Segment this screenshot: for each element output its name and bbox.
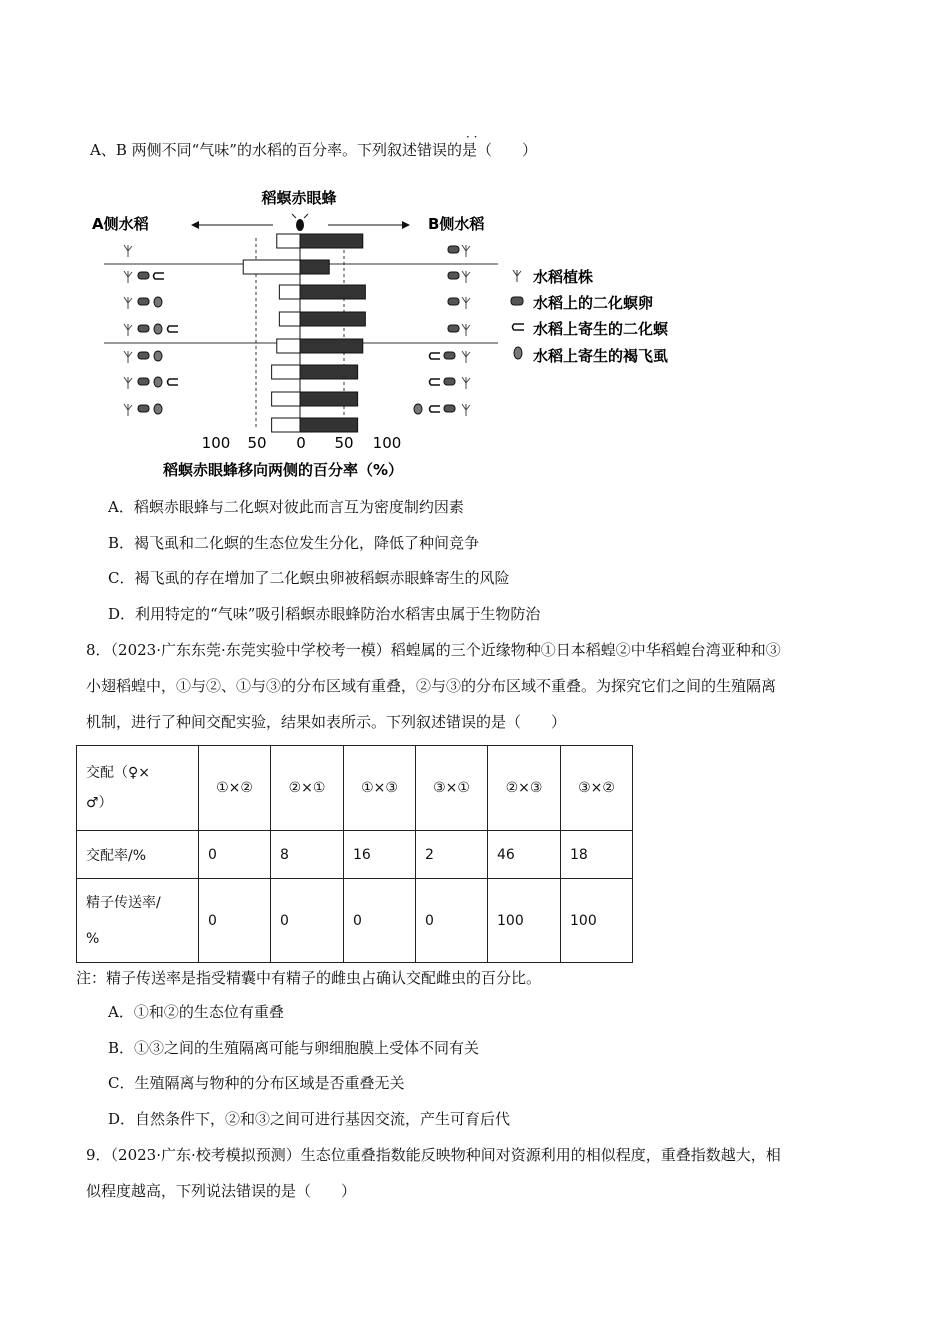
rice-plant-icon bbox=[462, 404, 470, 416]
bar-a-side bbox=[272, 392, 300, 406]
legend-label-larva: 水稻上寄生的二化螟 bbox=[533, 320, 669, 338]
bar-a-side bbox=[279, 312, 300, 326]
figure-right-label: B侧水稻 bbox=[428, 215, 485, 233]
borer-larva-icon bbox=[430, 353, 441, 359]
planthopper-icon bbox=[154, 404, 162, 414]
legend-label-rice: 水稻植株 bbox=[533, 268, 594, 286]
q7-stem-tail: A、B 两侧不同“气味”的水稻的百分率。下列叙述错误的是（ ） bbox=[90, 141, 537, 159]
left-arrow bbox=[191, 221, 273, 229]
sperm-cell: 100 bbox=[488, 879, 561, 963]
bar-a-side bbox=[277, 339, 300, 353]
bar-a-side bbox=[243, 260, 300, 274]
emphasis-dots: · · bbox=[466, 130, 478, 144]
borer-larva-icon bbox=[430, 379, 441, 385]
sperm-label-line-2: % bbox=[86, 930, 100, 947]
mating-table bbox=[76, 745, 633, 963]
table-pair: ①×② bbox=[199, 746, 271, 831]
rate-cell: 46 bbox=[488, 831, 561, 879]
borer-egg-icon bbox=[444, 405, 455, 412]
sperm-cell: 0 bbox=[344, 879, 416, 963]
rate-label: 交配率/% bbox=[77, 831, 199, 879]
rice-plant-icon bbox=[462, 271, 470, 283]
sperm-cell: 100 bbox=[561, 879, 633, 963]
rice-plant-icon bbox=[124, 324, 132, 336]
sperm-cell: 0 bbox=[271, 879, 344, 963]
figure bbox=[88, 180, 708, 485]
sperm-cell: 0 bbox=[416, 879, 488, 963]
planthopper-icon bbox=[414, 404, 422, 414]
tick-100-left: 100 bbox=[201, 434, 231, 452]
table-pair: ③×② bbox=[561, 746, 633, 831]
table-pair: ②×① bbox=[271, 746, 344, 831]
q7-option-d: D．利用特定的“气味”吸引稻螟赤眼蜂防治水稻害虫属于生物防治 bbox=[108, 605, 541, 623]
borer-egg-icon bbox=[511, 297, 523, 305]
q8-stem-line-1: 8．（2023·广东东莞·东莞实验中学校考一模）稻蝗属的三个近缘物种①日本稻蝗②中华稻蝗台湾亚种和③ bbox=[86, 641, 781, 659]
table-pair: ①×③ bbox=[344, 746, 416, 831]
q8-option-d: D．自然条件下，②和③之间可进行基因交流，产生可育后代 bbox=[108, 1110, 511, 1128]
bar-a-side bbox=[272, 365, 300, 379]
bar-b-side bbox=[300, 392, 358, 406]
planthopper-icon bbox=[154, 324, 162, 334]
borer-larva-icon bbox=[430, 406, 441, 412]
borer-larva-icon bbox=[154, 273, 165, 279]
borer-egg-icon bbox=[138, 325, 149, 332]
borer-egg-icon bbox=[138, 272, 149, 279]
table-pair: ②×③ bbox=[488, 746, 561, 831]
rice-plant-icon bbox=[124, 271, 132, 283]
q7-option-c: C．褐飞虱的存在增加了二化螟虫卵被稻螟赤眼蜂寄生的风险 bbox=[108, 569, 510, 587]
q8-stem-line-2: 小翅稻蝗中，①与②、①与③的分布区域有重叠，②与③的分布区域不重叠。为探究它们之间的生殖隔离 bbox=[86, 677, 777, 695]
bar-a-side bbox=[279, 285, 300, 299]
legend bbox=[511, 268, 669, 365]
rice-plant-icon bbox=[462, 377, 470, 389]
rate-cell: 8 bbox=[271, 831, 344, 879]
table-row-header bbox=[77, 746, 633, 831]
rice-plant-icon bbox=[462, 324, 470, 336]
bar-b-side bbox=[300, 285, 365, 299]
rate-cell: 16 bbox=[344, 831, 416, 879]
q7-option-a: A．稻螟赤眼蜂与二化螟对彼此而言互为密度制约因素 bbox=[108, 498, 464, 516]
table-header-label bbox=[77, 746, 199, 831]
borer-egg-icon bbox=[444, 378, 455, 385]
rice-plant-icon bbox=[124, 297, 132, 309]
rice-plant-icon bbox=[124, 377, 132, 389]
rate-cell: 0 bbox=[199, 831, 271, 879]
x-ticks bbox=[202, 434, 402, 452]
q8-note: 注：精子传送率是指受精囊中有精子的雌虫占确认交配雌虫的百分比。 bbox=[76, 969, 542, 987]
legend-label-egg: 水稻上的二化螟卵 bbox=[533, 294, 654, 312]
rice-plant-icon bbox=[462, 351, 470, 363]
rice-plant-icon bbox=[462, 245, 470, 257]
borer-egg-icon bbox=[448, 246, 459, 253]
bar-b-side bbox=[300, 365, 358, 379]
planthopper-icon bbox=[154, 351, 162, 361]
tick-0: 0 bbox=[296, 434, 306, 452]
bar-b-side bbox=[300, 260, 329, 274]
borer-egg-icon bbox=[138, 378, 149, 385]
rice-plant-icon bbox=[124, 351, 132, 363]
q8-stem-line-3: 机制，进行了种间交配实验，结果如表所示。下列叙述错误的是（ ） bbox=[86, 713, 567, 731]
rice-plant-icon bbox=[513, 270, 521, 282]
table-row-rate bbox=[77, 831, 633, 879]
figure-top-label: 稻螟赤眼蜂 bbox=[261, 189, 337, 207]
planthopper-icon bbox=[514, 347, 522, 359]
bar-figure bbox=[88, 180, 708, 485]
q9-stem-line-2: 似程度越高，下列说法错误的是（ ） bbox=[86, 1182, 357, 1200]
borer-larva-icon bbox=[168, 326, 179, 332]
table-row-sperm bbox=[77, 879, 633, 963]
tick-50-right: 50 bbox=[334, 434, 354, 452]
wasp-icon bbox=[292, 214, 308, 231]
borer-egg-icon bbox=[138, 352, 149, 359]
sperm-label bbox=[77, 879, 199, 963]
legend-label-planthopper: 水稻上寄生的褐飞虱 bbox=[533, 347, 669, 365]
q8-option-a: A．①和②的生态位有重叠 bbox=[108, 1003, 284, 1021]
bar-a-side bbox=[272, 418, 300, 432]
bar-b-side bbox=[300, 418, 358, 432]
bar-a-side bbox=[277, 234, 300, 248]
bar-b-side bbox=[300, 234, 363, 248]
borer-egg-icon bbox=[448, 325, 459, 332]
borer-larva-icon bbox=[513, 324, 525, 330]
borer-larva-icon bbox=[168, 379, 179, 385]
q8-option-b: B．①③之间的生殖隔离可能与卵细胞膜上受体不同有关 bbox=[108, 1039, 480, 1057]
rice-plant-icon bbox=[124, 245, 132, 257]
rice-plant-icon bbox=[462, 297, 470, 309]
table-pair: ③×① bbox=[416, 746, 488, 831]
bar-b-side bbox=[300, 339, 363, 353]
q7-option-b: B．褐飞虱和二化螟的生态位发生分化，降低了种间竞争 bbox=[108, 534, 480, 552]
sperm-label-line-1: 精子传送率/ bbox=[86, 894, 161, 911]
borer-egg-icon bbox=[138, 298, 149, 305]
borer-egg-icon bbox=[448, 272, 459, 279]
borer-egg-icon bbox=[448, 298, 459, 305]
planthopper-icon bbox=[154, 377, 162, 387]
x-axis-label: 稻螟赤眼蜂移向两侧的百分率（%） bbox=[162, 461, 404, 479]
tick-100-right: 100 bbox=[372, 434, 402, 452]
borer-egg-icon bbox=[138, 405, 149, 412]
header-label-line-2: ♂） bbox=[86, 795, 113, 811]
planthopper-icon bbox=[154, 297, 162, 307]
sperm-cell: 0 bbox=[199, 879, 271, 963]
bar-b-side bbox=[300, 312, 365, 326]
figure-left-label: A侧水稻 bbox=[92, 215, 149, 233]
rate-cell: 18 bbox=[561, 831, 633, 879]
right-arrow bbox=[328, 221, 410, 229]
rate-cell: 2 bbox=[416, 831, 488, 879]
q8-option-c: C．生殖隔离与物种的分布区域是否重叠无关 bbox=[108, 1074, 405, 1092]
q9-stem-line-1: 9．（2023·广东·校考模拟预测）生态位重叠指数能反映物种间对资源利用的相似程度，重叠指数越大，相 bbox=[86, 1146, 781, 1164]
tick-50-left: 50 bbox=[247, 434, 267, 452]
rice-plant-icon bbox=[124, 404, 132, 416]
header-label-line-1: 交配（♀× bbox=[86, 765, 150, 781]
borer-egg-icon bbox=[444, 352, 455, 359]
